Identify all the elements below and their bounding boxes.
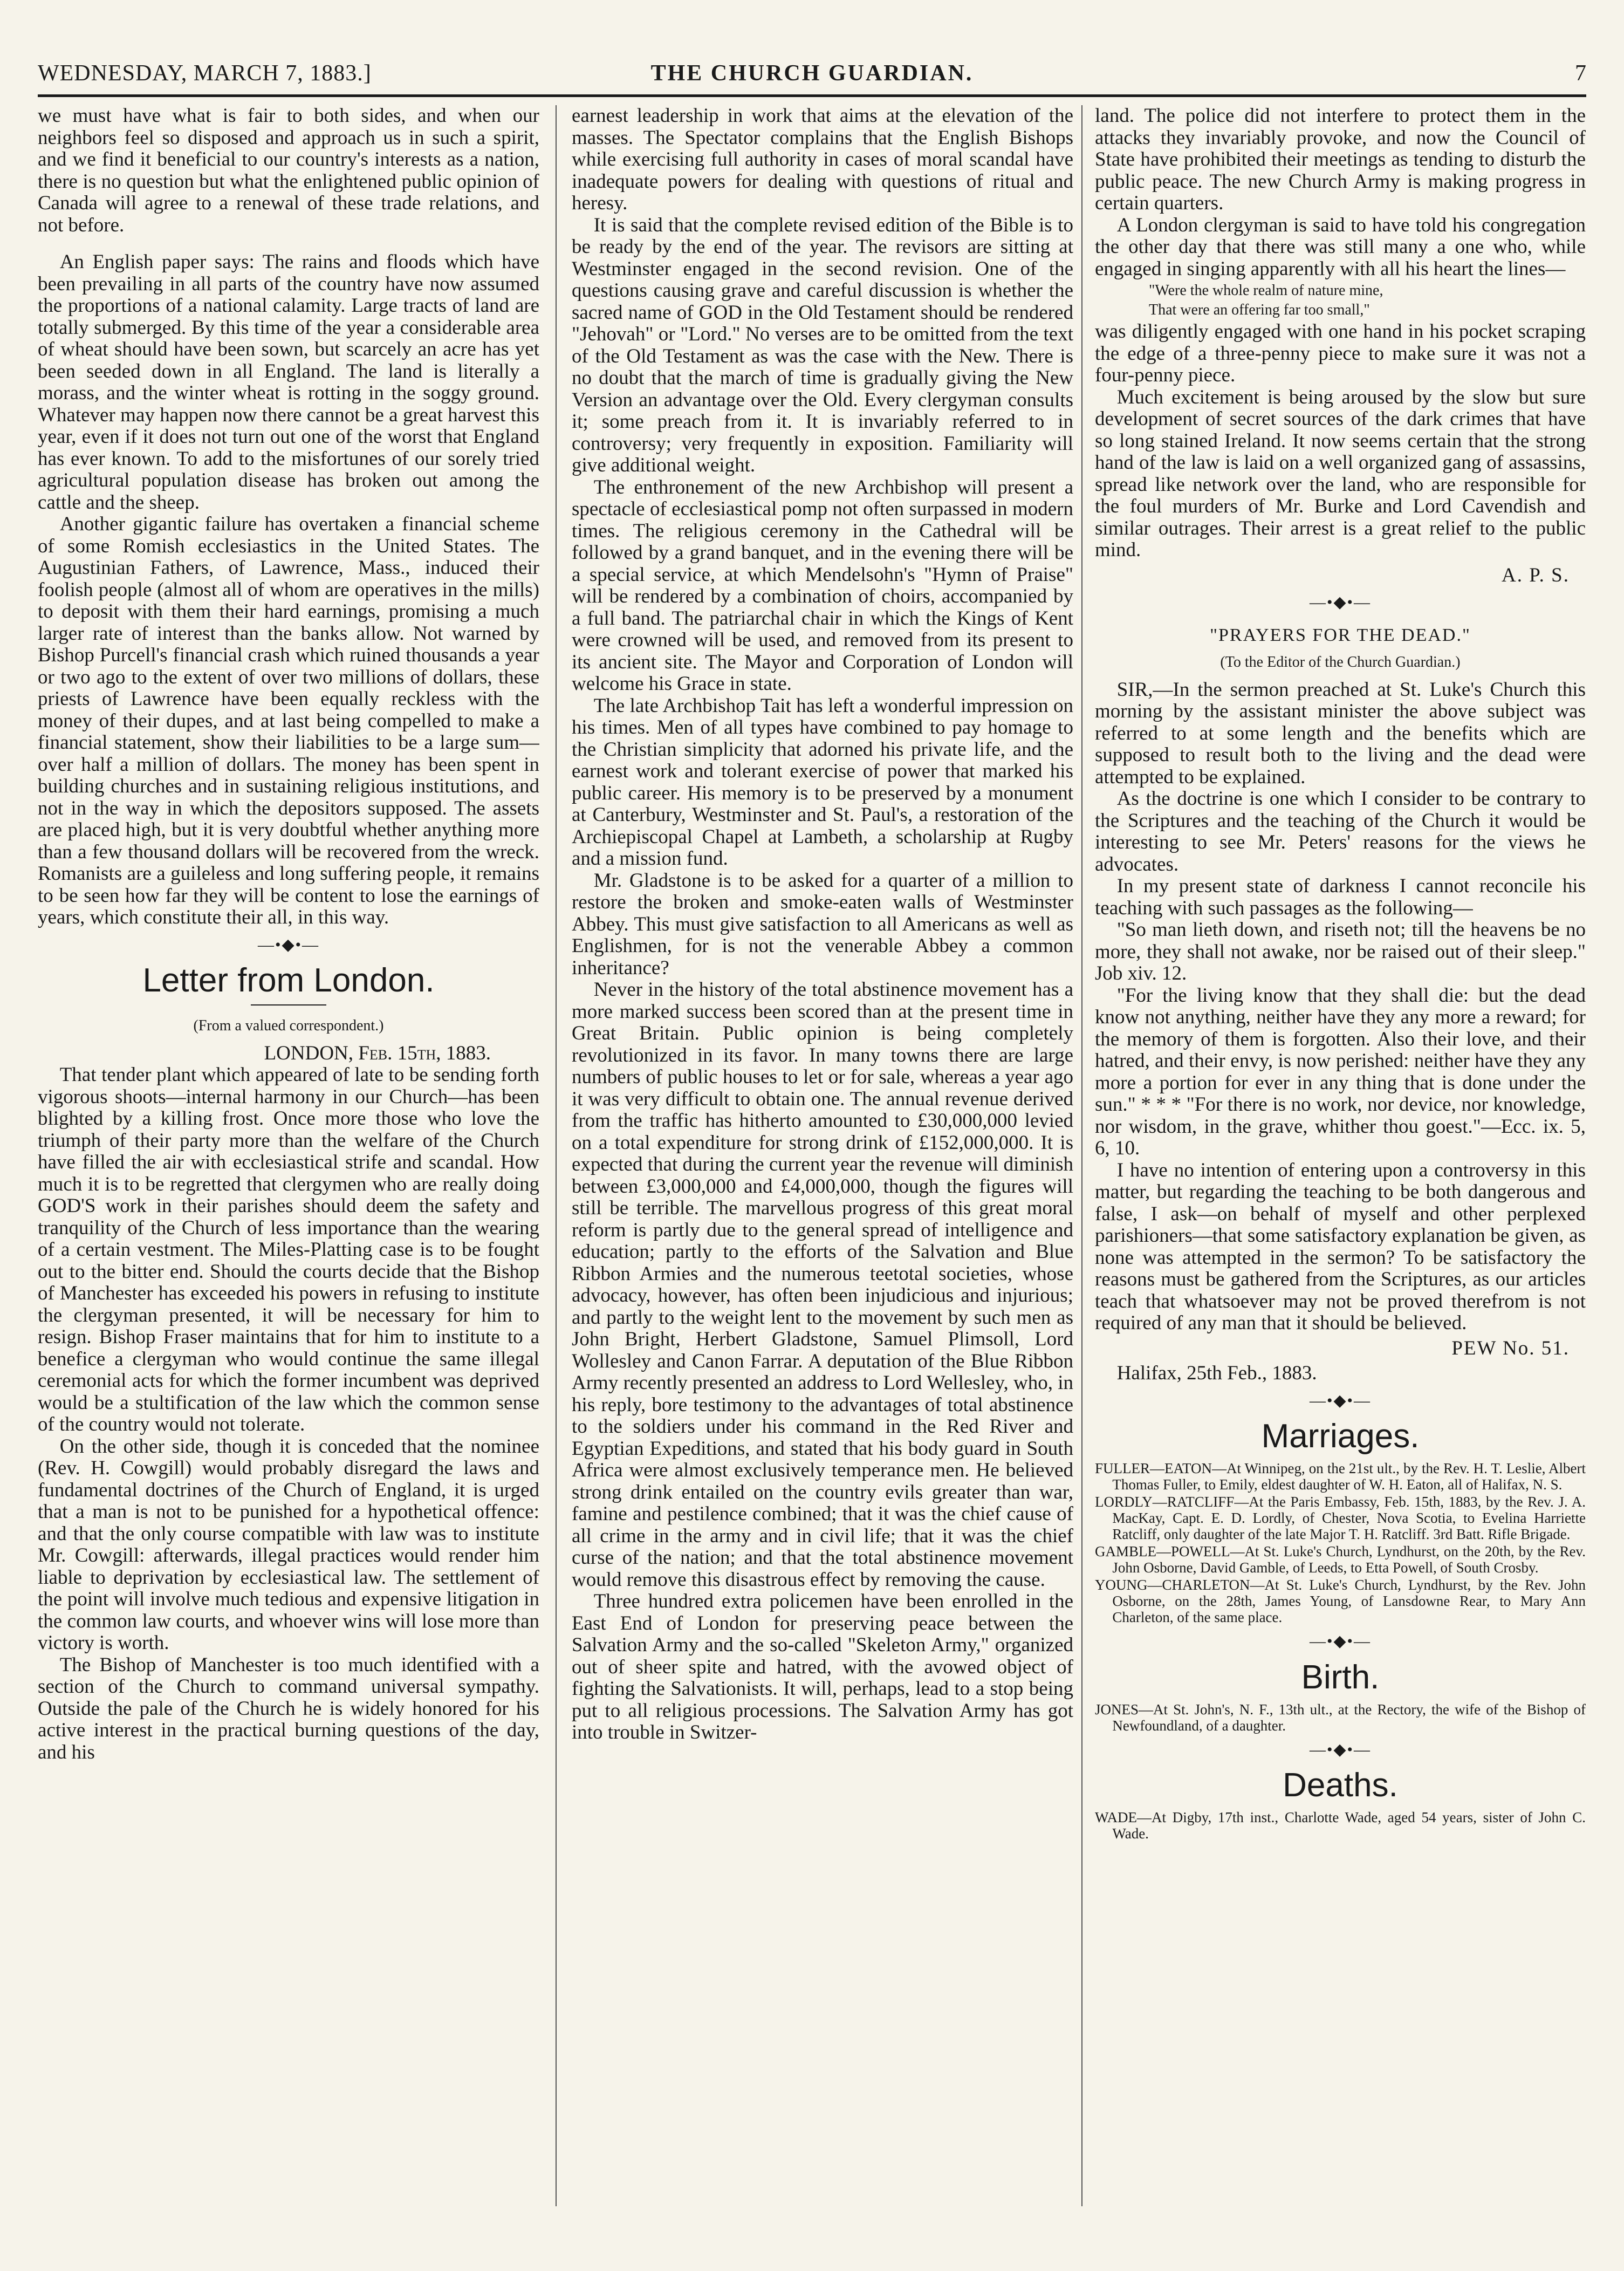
notice-entry (1095, 1494, 1586, 1542)
notice-text: —At St. John's, N. F., 13th ult., at the Rectory, the wife of the Bishop of Newfoundland, of a daughter. (1112, 1701, 1586, 1734)
column-3 (1095, 105, 1586, 2206)
deaths-list (1095, 1809, 1586, 1842)
paragraph: In my present state of darkness I cannot reconcile his teaching with such passages as the following— (1095, 875, 1586, 919)
page-number: 7 (1575, 61, 1586, 86)
notice-names: WADE (1095, 1809, 1137, 1825)
notice-entry (1095, 1809, 1586, 1842)
paragraph: land. The police did not interfere to protect them in the attacks they invariably provoke, and now the Council of State have prohibited their meetings as tending to disturb the public peace. The new Church Army is making progress in certain quarters. (1095, 105, 1586, 214)
paragraph: Mr. Gladstone is to be asked for a quarter of a million to restore the broken and smoke-eaten walls of Westminster Abbey. This must give satisfaction to all Americans as well as Englishmen, for is not the venerable Abbey a common inheritance? (572, 869, 1073, 979)
letter-signature: PEW No. 51. (1451, 1337, 1570, 1359)
deaths-heading: Deaths. (1283, 1767, 1398, 1804)
paragraph: Much excitement is being aroused by the slow but sure development of secret sources of the dark crimes that have so long stained Ireland. It now seems certain that the strong hand of the law is laid on a well organized gang of assassins, spread like network over the land, who are responsible for the foul murders of Mr. Burke and Lord Cavendish and similar outrages. Their arrest is a great relief to the public mind. (1095, 386, 1586, 561)
paragraph: Never in the history of the total abstinence movement has a more marked success been scored than at the present time in Great Britain. Public opinion is being completely revolutionized in its favor. In many towns there are large numbers of public houses to let or for sale, whereas a year ago it was very difficult to obtain one. The annual revenue derived from the traffic has hitherto amounted to £30,000,000 levied on a total expenditure for strong drink of £152,000,000. It is expected that during the current year the revenue will diminish between £3,000,000 and £4,000,000, though the figures will still be terrible. The marvellous progress of this great moral reform is partly due to the general spread of intelligence and education; partly to the efforts of the Salvation and Blue Ribbon Armies and the numerous teetotal societies, whose advocacy, however, has often been injudicious and injurious; and partly to the weight lent to the movement by such men as John Bright, Herbert Gladstone, Samuel Plimsoll, Lord Wollesley and Canon Farrar. A deputation of the Blue Ribbon Army recently presented an address to Lord Wellesley, who, in his reply, bore testimony to the advantages of total abstinence to the soldiers under his command in the Red River and Egyptian Expeditions, and stated that his body guard in South Africa were almost exclusively temperance men. He believed strong drink entailed on the country evils greater than war, famine and pestilence combined; that it was the chief cause of all crime in the army and in civil life; that it was the chief curse of the nation; and that the total abstinence movement would remove this disastrous effect by removing the cause. (572, 979, 1073, 1591)
paragraph: SIR,—In the sermon preached at St. Luke's Church this morning by the assistant minister the above subject was referred to at some length and the benefits which are supposed to result both to the living and the dead were attempted to be explained. (1095, 678, 1586, 788)
notice-names: YOUNG—CHARLETON (1095, 1577, 1250, 1593)
notice-names: LORDLY—RATCLIFF (1095, 1494, 1235, 1510)
notice-text: —At St. Luke's Church, Lyndhurst, on the 20th, by the Rev. John Osborne, David Gamble, of Leeds, to Etta Powell, of South Crosby. (1112, 1543, 1586, 1576)
paragraph: The enthronement of the new Archbishop will present a spectacle of ecclesiastical pomp not often surpassed in modern times. The religious ceremony in the Cathedral will be followed by a grand banquet, and in the evening there will be a special service, at which Mendelsohn's "Hymn of Praise" will be rendered by a combination of choirs, accompanied by a full band. The patriarchal chair in which the Kings of Kent were crowned will be used, and removed from its present to its ancient site. The Mayor and Corporation of London will welcome his Grace in state. (572, 476, 1073, 695)
verse-line: "Were the whole realm of nature mine, (1149, 282, 1383, 299)
notice-entry (1095, 1577, 1586, 1625)
paragraph: It is said that the complete revised edition of the Bible is to be ready by the end of the year. The revisors are sitting at Westminster engaged in the second revision. One of the questions causing grave and careful discussion is whether the sacred name of GOD in the Old Testament should be rendered "Jehovah" or "Lord." No verses are to be omitted from the text of the Old Testament as was the case with the New. There is no doubt that the march of time is gradually giving the New Version an advantage over the Old. Every clergyman consults it; some preach from it. It is invariably referred to in controversy; very frequently in exposition. Familiarity will give additional weight. (572, 214, 1073, 476)
column-2 (572, 105, 1073, 2206)
paragraph: Three hundred extra policemen have been enrolled in the East End of London for preserving peace between the Salvation Army and the so-called "Skeleton Army," organized out of sheer spite and hatred, with the avowed object of fighting the Salvationists. It will, perhaps, lead to a stop being put to all religious processions. The Salvation Army has got into trouble in Switzer- (572, 1590, 1073, 1743)
paragraph: Another gigantic failure has overtaken a financial scheme of some Romish ecclesiastics in the United States. The Augustinian Fathers, of Lawrence, Mass., induced their foolish people (almost all of whom are operatives in the mills) to deposit with them their hard earnings, promising a much larger rate of interest than the banks allow. Not warned by Bishop Purcell's financial crash which ruined thousands a year or two ago to the extent of over two millions of dollars, these priests of Lawrence have been equally reckless with the money of their dupes, and at last being compelled to make a financial statement, show their liabilities to be a large sum—over half a million of dollars. The money has been spent in building churches and in sustaining religious institutions, and not in the way in which the depositors supposed. The assets are placed high, but it is very doubtful whether anything more than a few thousand dollars will be recovered from the wreck. Romanists are a guileless and long suffering people, it remains to be seen how far they will be content to lose the earnings of years, which constitute their all, in this way. (38, 513, 539, 928)
paragraph: On the other side, though it is conceded that the nominee (Rev. H. Cowgill) would probably disregard the laws and fundamental doctrines of the Church of England, it is urged that a man is not to be punished for a hypothetical offence: and that the only course compatible with law was to institute Mr. Cowgill: afterwards, illegal practices would render him liable to deprivation by ecclesiastical law. The settlement of the point will involve much tedious and expensive litigation in the common law courts, and whoever wins will lose more than victory is worth. (38, 1435, 539, 1654)
paragraph: "For the living know that they shall die: but the dead know not anything, neither have they any more a reward; for the memory of them is forgotten. Also their love, and their hatred, and their envy, is now perished: neither have they any more a portion for ever in any thing that is done under the sun." * * * "For there is no work, nor device, nor knowledge, nor wisdom, in the grave, whither thou goest."—Ecc. ix. 5, 6, 10. (1095, 984, 1586, 1159)
birth-heading: Birth. (1301, 1658, 1380, 1696)
paragraph: As the doctrine is one which I consider to be contrary to the Scriptures and the teaching of the Church it would be interesting to see Mr. Peters' reasons for the views he advocates. (1095, 788, 1586, 875)
section-ornament: —•◆•— (1309, 1740, 1372, 1759)
paragraph: The late Archbishop Tait has left a wonderful impression on his times. Men of all types have combined to pay homage to the Christian simplicity that adorned his private life, and the earnest work and tolerant exercise of power that marked his public career. His memory is to be preserved by a monument at Canterbury, Westminster and St. Paul's, a restoration of the Archiepiscopal Chapel at Lambeth, a scholarship at Rugby and a mission fund. (572, 694, 1073, 870)
divider (251, 1004, 326, 1005)
paragraph: I have no intention of entering upon a controversy in this matter, but regarding the teaching to be both dangerous and false, I ask—on behalf of myself and other perplexed parishioners—that some satisfactory explanation be given, as none was attempted in the sermon? To be satisfactory the reasons must be gathered from the Scriptures, as our articles teach that whatsoever may not be proved therefrom is not required of any man that it should be believed. (1095, 1159, 1586, 1334)
dateline: LONDON, Feb. 15th, 1883. (264, 1042, 491, 1064)
article-headline: Letter from London. (142, 962, 435, 999)
column-rule (1081, 105, 1082, 2206)
notice-text: —At Digby, 17th inst., Charlotte Wade, aged 54 years, sister of John C. Wade. (1112, 1809, 1586, 1842)
paragraph: "So man lieth down, and riseth not; till the heavens be no more, they shall not awake, nor be raised out of their sleep." Job xiv. 12. (1095, 919, 1586, 984)
letter-title: "PRAYERS FOR THE DEAD." (1210, 625, 1471, 645)
notice-entry (1095, 1460, 1586, 1493)
masthead (38, 51, 1586, 97)
notice-text: —At St. Luke's Church, Lyndhurst, by the Rev. John Osborne, on the 28th, James Young, of Lansdowne Rear, to Mary Ann Charleton, of the same place. (1112, 1577, 1586, 1625)
notice-entry (1095, 1701, 1586, 1734)
column-1 (38, 105, 539, 2206)
signature: A. P. S. (1501, 564, 1570, 586)
paragraph: A London clergyman is said to have told his congregation the other day that there was still many a one who, while engaged in singing apparently with all his heart the lines— (1095, 214, 1586, 280)
notice-names: JONES (1095, 1701, 1139, 1718)
notice-names: GAMBLE—POWELL (1095, 1543, 1230, 1559)
letter-addressee: (To the Editor of the Church Guardian.) (1220, 654, 1461, 671)
section-ornament: —•◆•— (1309, 1391, 1372, 1410)
paragraph: was diligently engaged with one hand in his pocket scraping the edge of a three-penny piece to make sure it was not a four-penny piece. (1095, 320, 1586, 386)
paragraph: That tender plant which appeared of late to be sending forth vigorous shoots—internal harmony in our Church—has been blighted by a killing frost. Once more those who love the triumph of their party more than the welfare of the Church have filled the air with ecclesiastical strife and scandal. How much it is to be regretted that clergymen who are really doing GOD'S work in their parishes should deem the safety and tranquility of the Church of less importance than the wearing of a certain vestment. The Miles-Platting case is to be fought out to the bitter end. Should the courts decide that the Bishop of Manchester has exceeded his powers in refusing to institute the clergyman presented, it will be necessary for him to resign. Bishop Fraser maintains that for him to institute to a benefice a clergyman who would continue the same illegal ceremonial acts for which the former incumbent was deprived would be a stultification of the law which the common sense of the country would not tolerate. (38, 1064, 539, 1435)
paragraph: The Bishop of Manchester is too much identified with a section of the Church to command universal sympathy. Outside the pale of the Church he is widely honored for his active interest in the practical burning questions of the day, and his (38, 1653, 539, 1763)
births-list (1095, 1701, 1586, 1734)
byline: (From a valued correspondent.) (193, 1017, 384, 1034)
column-rule (556, 105, 557, 2206)
paragraph: we must have what is fair to both sides, and when our neighbors feel so disposed and approach us in such a spirit, and we find it beneficial to our country's interests as a nation, there is no question but what the enlightened public opinion of Canada will agree to a renewal of these trade relations, and not before. (38, 105, 539, 236)
paragraph: earnest leadership in work that aims at the elevation of the masses. The Spectator complains that the English Bishops while exercising full authority in cases of moral scandal have inadequate powers for dealing with questions of ritual and heresy. (572, 105, 1073, 214)
notice-text: —At Winnipeg, on the 21st ult., by the Rev. H. T. Leslie, Albert Thomas Fuller, to Emily, eldest daughter of W. H. Eaton, all of Halifax, N. S. (1112, 1460, 1586, 1493)
section-ornament: —•◆•— (1309, 593, 1372, 611)
notice-entry (1095, 1543, 1586, 1576)
newspaper-title: THE CHURCH GUARDIAN. (650, 61, 974, 86)
place-date: Halifax, 25th Feb., 1883. (1116, 1362, 1317, 1384)
marriages-heading: Marriages. (1261, 1418, 1420, 1455)
verse-line: That were an offering far too small," (1149, 302, 1370, 318)
issue-date: WEDNESDAY, MARCH 7, 1883.] (38, 61, 372, 86)
notice-names: FULLER—EATON (1095, 1460, 1212, 1476)
section-ornament: —•◆•— (1309, 1632, 1372, 1650)
section-ornament: —•◆•— (257, 935, 320, 954)
notice-text: —At the Paris Embassy, Feb. 15th, 1883, by the Rev. J. A. MacKay, Capt. E. D. Lordly, of Chester, Nova Scotia, to Evelina Harriette Ratcliff, only daughter of the late Major T. H. Ratcliff. 3rd Batt. Rifle Brigade. (1112, 1494, 1586, 1542)
paragraph: An English paper says: The rains and floods which have been prevailing in all parts of the country have now assumed the proportions of a national calamity. Large tracts of land are totally submerged. By this time of the year a considerable area of wheat should have been sown, but scarcely an acre has yet been seeded down in all England. The land is literally a morass, and the winter wheat is rotting in the soggy ground. Whatever may happen now there cannot be a great harvest this year, even if it does not turn out one of the worst that England has ever known. To add to the misfortunes of our sorely tried agricultural population disease has broken out among the cattle and the sheep. (38, 251, 539, 514)
marriages-list (1095, 1460, 1586, 1625)
